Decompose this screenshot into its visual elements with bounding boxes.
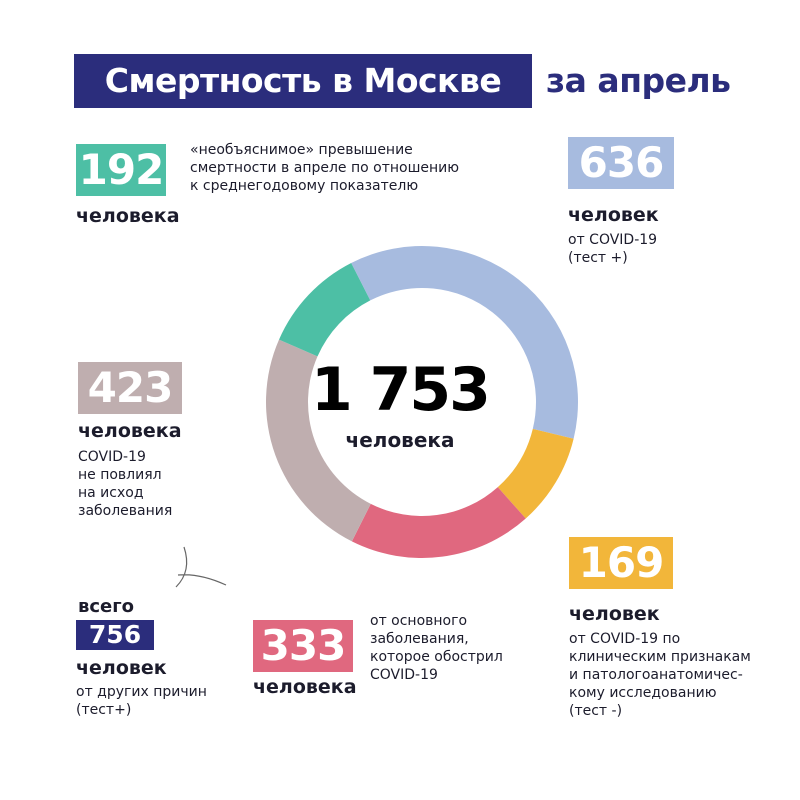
other-unit: человек (76, 657, 167, 679)
clinical-unit: человек (569, 603, 660, 625)
clinical-desc-line: кому исследованию (569, 685, 717, 701)
aggravated-desc-line: от основного (370, 613, 468, 629)
other-desc (76, 683, 207, 719)
title-highlight: Смертность в Москве (74, 54, 532, 108)
other-desc-line: (тест+) (76, 702, 132, 718)
covid-test-desc (568, 231, 657, 267)
clinical-desc (569, 630, 751, 720)
clinical-value: 169 (569, 537, 673, 589)
covid-test-desc-line: от COVID-19 (568, 232, 658, 248)
aggravated-desc (370, 612, 503, 684)
clinical-desc-line: и патологоанатомичес- (569, 667, 743, 683)
clinical-desc-line: клиническим признакам (569, 649, 751, 665)
other-prefix: всего (78, 596, 135, 617)
excess-desc-line: смертности в апреле по отношению (190, 160, 460, 176)
aggravated-desc-line: которое обострил (370, 649, 503, 665)
covid-test-value: 636 (568, 137, 674, 189)
no-effect-desc-line: COVID-19 (78, 449, 146, 465)
clinical-desc-line: от COVID-19 по (569, 631, 681, 647)
excess-desc-line: «необъяснимое» превышение (190, 142, 413, 158)
excess-unit: человека (76, 205, 180, 227)
connector-line (170, 545, 230, 595)
clinical-desc-line: (тест -) (569, 703, 623, 719)
title-rest: за апрель (546, 61, 731, 100)
excess-desc-line: к среднегодовому показателю (190, 178, 419, 194)
other-desc-line: от других причин (76, 684, 207, 700)
no-effect-desc-line: заболевания (78, 503, 173, 519)
aggravated-desc-line: заболевания, (370, 631, 469, 647)
no-effect-desc-line: на исход (78, 485, 144, 501)
total-value: 1 753 (311, 355, 489, 425)
aggravated-unit: человека (253, 676, 357, 698)
excess-desc (190, 141, 459, 195)
excess-value: 192 (76, 144, 166, 196)
no-effect-value: 423 (78, 362, 182, 414)
donut-segment-4 (279, 263, 370, 356)
total-unit: человека (345, 428, 455, 452)
no-effect-unit: человека (78, 420, 182, 442)
covid-test-unit: человек (568, 204, 659, 226)
other-value: 756 (76, 620, 154, 650)
no-effect-desc-line: не повлиял (78, 467, 162, 483)
aggravated-desc-line: COVID-19 (370, 667, 438, 683)
donut-segment-2 (352, 487, 526, 558)
covid-test-desc-line: (тест +) (568, 250, 628, 266)
no-effect-desc (78, 448, 172, 520)
aggravated-value: 333 (253, 620, 353, 672)
